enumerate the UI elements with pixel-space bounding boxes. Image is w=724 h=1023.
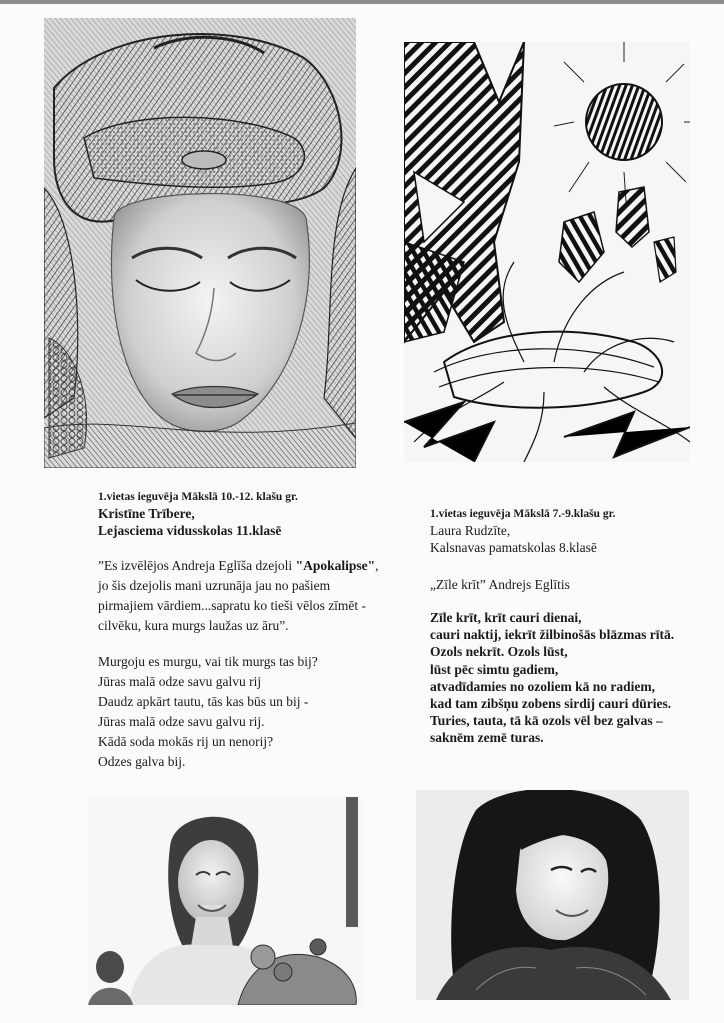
right-poem-title: „Zīle krīt” Andrejs Eglītis bbox=[430, 577, 570, 592]
poem-line: Odzes galva bij. bbox=[98, 754, 186, 769]
artwork-zile-krit bbox=[404, 42, 690, 462]
artwork-apokalipse bbox=[44, 18, 356, 468]
left-student-school: Lejasciema vidusskolas 11.klasē bbox=[98, 523, 282, 538]
poem-line: Murgoju es murgu, vai tik murgs tas bij? bbox=[98, 654, 318, 669]
poem-line: lūst pēc simtu gadiem, bbox=[430, 661, 559, 677]
left-poem bbox=[98, 652, 388, 772]
photo-laura bbox=[416, 790, 689, 1000]
poem-line: Kādā soda mokās rij un nenorij? bbox=[98, 734, 274, 749]
poem-line: cauri naktij, iekrīt žilbinošās blāzmas rītā. bbox=[430, 627, 675, 643]
poem-line: atvadīdamies no ozoliem kā no radiem, bbox=[430, 678, 655, 694]
page-top-border bbox=[0, 0, 724, 4]
left-student-name: Kristīne Trībere, bbox=[98, 506, 195, 521]
poem-line: Ozols nekrīt. Ozols lūst, bbox=[430, 644, 568, 660]
right-student-name: Laura Rudzīte, bbox=[430, 523, 511, 538]
poem-line: Zīle krīt, krīt cauri dienai, bbox=[430, 610, 582, 625]
right-entry bbox=[430, 507, 720, 747]
poem-line: Jūras malā odze savu galvu rij bbox=[98, 674, 262, 689]
left-artist-statement bbox=[98, 556, 388, 636]
poem-line: kad tam zibšņu zobens sirdij cauri dūries. bbox=[430, 696, 672, 712]
left-entry bbox=[98, 490, 388, 772]
poem-line: saknēm zemē turas. bbox=[430, 730, 544, 746]
right-poem bbox=[430, 609, 720, 747]
poem-line: Jūras malā odze savu galvu rij. bbox=[98, 714, 265, 729]
right-student-school: Kalsnavas pamatskolas 8.klasē bbox=[430, 540, 597, 555]
photo-kristine bbox=[88, 797, 364, 1005]
right-award-line: 1.vietas ieguvēja Mākslā 7.-9.klašu gr. bbox=[430, 508, 616, 520]
poem-line: Daudz apkārt tautu, tās kas būs un bij - bbox=[98, 694, 309, 709]
statement-text-start: ”Es izvēlējos Andreja Eglīša dzejoli bbox=[98, 558, 296, 573]
left-award-line: 1.vietas ieguvēja Mākslā 10.-12. klašu gr. bbox=[98, 491, 298, 503]
statement-text-end: , jo šis dzejolis mani uzrunāja jau no pašiem pirmajiem vārdiem...sapratu ko tieši vēlos zīmēt - cilvēku, kura murgs laužas uz āru”. bbox=[98, 558, 379, 633]
poem-line: Turies, tauta, tā kā ozols vēl bez galvas – bbox=[430, 713, 663, 729]
statement-poem-title: "Apokalipse" bbox=[295, 558, 376, 573]
